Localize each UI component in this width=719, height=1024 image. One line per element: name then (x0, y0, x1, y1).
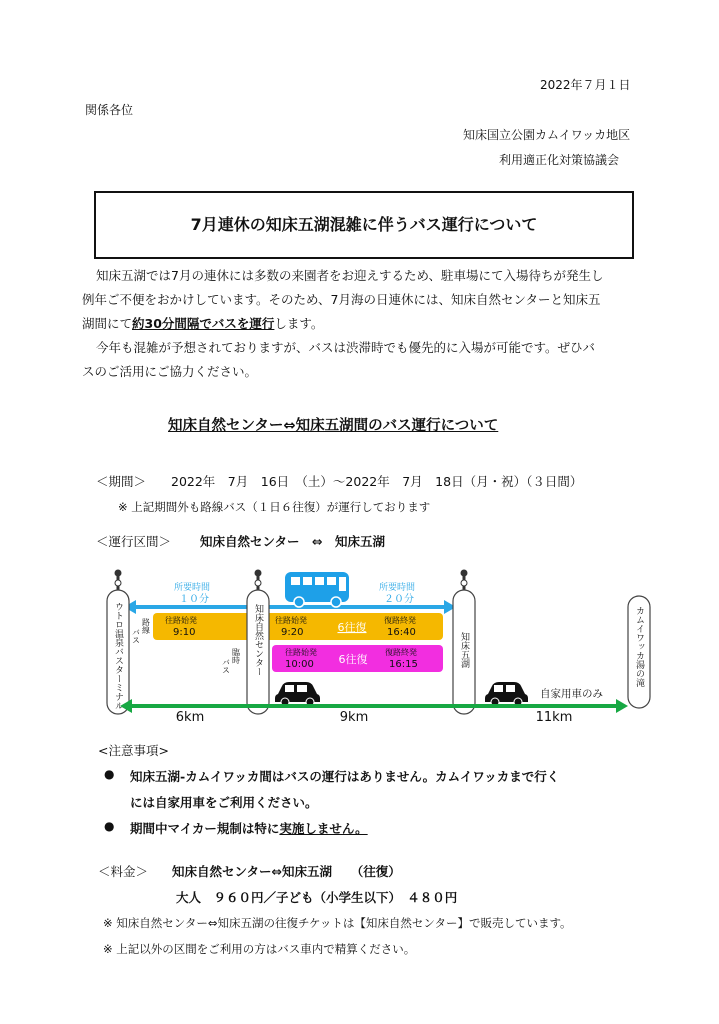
distance-3: 11km (535, 710, 573, 725)
route-last-label: 復路終発 (384, 616, 416, 625)
note-item1-line1: 知床五湖-カムイワッカ間はバスの運行はありません。カムイワッカまで行く (130, 769, 560, 784)
distance-1: 6km (175, 710, 205, 725)
document-date: 2022年７月１日 (540, 78, 631, 92)
temp-first-label: 往路始発 (285, 648, 317, 657)
intro-paragraph (82, 264, 642, 384)
period-label: ＜期間＞ (96, 474, 147, 489)
bus-stop-icon (255, 570, 262, 591)
bus-interval-highlight: 約30分間隔でバスを運行 (132, 316, 275, 331)
stop-name-center: 知床自然センター (253, 604, 263, 676)
distance-2: 9km (339, 710, 369, 725)
stop-name-kamuiwakka: カムイワッカ湯の滝 (634, 606, 644, 687)
title-box (94, 191, 634, 259)
bullet-icon: ● (104, 819, 115, 833)
route-last-time: 16:40 (387, 627, 416, 638)
route-mid-first-label: 往路始発 (275, 616, 307, 625)
time2-label: 所要時間 (378, 583, 416, 593)
intro-p2-line2: スのご活用にご協力ください。 (82, 364, 258, 379)
route-bus-label2: バス (131, 628, 141, 644)
note-item1-line2: には自家用車をご利用ください。 (130, 795, 318, 810)
bullet-icon: ● (104, 767, 115, 781)
bus-icon (285, 572, 349, 607)
time1-label: 所要時間 (173, 583, 211, 593)
time2-value: ２０分 (384, 594, 414, 605)
section-title: 知床自然センター⇔知床五湖間のバス運行について (168, 418, 499, 434)
intro-p1-line3: 湖間にて約30分間隔でバスを運行します。 (82, 316, 324, 331)
temp-first-time: 10:00 (285, 659, 314, 670)
period-note: ※ 上記期間外も路線バス（１日６往復）が運行しております (118, 500, 431, 514)
route-mid-first-time: 9:20 (281, 627, 304, 638)
private-car-only-label: 自家用車のみ (540, 688, 603, 700)
temp-last-time: 16:15 (389, 659, 418, 670)
fare-note2: ※ 上記以外の区間をご利用の方はバス車内で精算ください。 (103, 942, 416, 956)
period-value: 2022年 7月 16日 （土）～2022年 7月 18日（月・祝）（３日間） (171, 474, 583, 489)
stop-name-utoro: ウトロ温泉バスターミナル (113, 602, 123, 710)
bus-stop-icon (115, 570, 122, 591)
notes-label: <注意事項> (98, 743, 169, 758)
fare-label: ＜料金＞ (98, 864, 149, 879)
route-first-time: 9:10 (173, 627, 196, 638)
bus-stop-icon (461, 570, 468, 591)
route-value: 知床自然センター ⇔ 知床五湖 (200, 534, 385, 549)
temp-last-label: 復路終発 (385, 648, 417, 657)
fare-prices: 大人 ９６０円／子ども（小学生以下） ４８０円 (176, 890, 458, 905)
note-item2-emphasis: 実施しません。 (279, 821, 368, 836)
temp-bus-label2: バス (221, 658, 231, 674)
intro-p2-line1: 今年も混雑が予想されておりますが、バスは渋滞時でも優先的に入場が可能です。ぜひバ (96, 340, 596, 355)
document-title: 7月連休の知床五湖混雑に伴うバス運行について (190, 215, 538, 234)
addressee: 関係各位 (85, 103, 134, 117)
organization-line2: 利用適正化対策協議会 (499, 153, 620, 167)
organization-line1: 知床国立公園カムイワッカ地区 (463, 128, 631, 142)
stop-name-goko: 知床五湖 (459, 632, 469, 668)
fare-route: 知床自然センター⇔知床五湖 （往復） (172, 864, 401, 879)
time1-value: １０分 (179, 594, 209, 605)
route-trips: 6往復 (337, 621, 367, 634)
intro-p1-line2: 例年ご不便をおかけしています。そのため、7月海の日連休には、知床自然センターと知床五 (82, 292, 601, 307)
temp-bus-label1: 臨時 (231, 648, 241, 664)
route-diagram (0, 560, 719, 760)
intro-p1-line1: 知床五湖では7月の連休には多数の来園者をお迎えするため、駐車場にて入場待ちが発生し (96, 268, 604, 283)
car-icon (275, 682, 320, 706)
note-item2: 期間中マイカー規制は特に実施しません。 (130, 821, 368, 836)
fare-note1: ※ 知床自然センター⇔知床五湖の往復チケットは【知床自然センター】で販売しています。 (103, 916, 572, 930)
route-label: ＜運行区間＞ (96, 534, 172, 549)
route-bus-label1: 路線 (141, 618, 151, 634)
temp-trips: 6往復 (338, 653, 368, 666)
route-first-label: 往路始発 (165, 616, 197, 625)
car-icon (485, 682, 528, 706)
